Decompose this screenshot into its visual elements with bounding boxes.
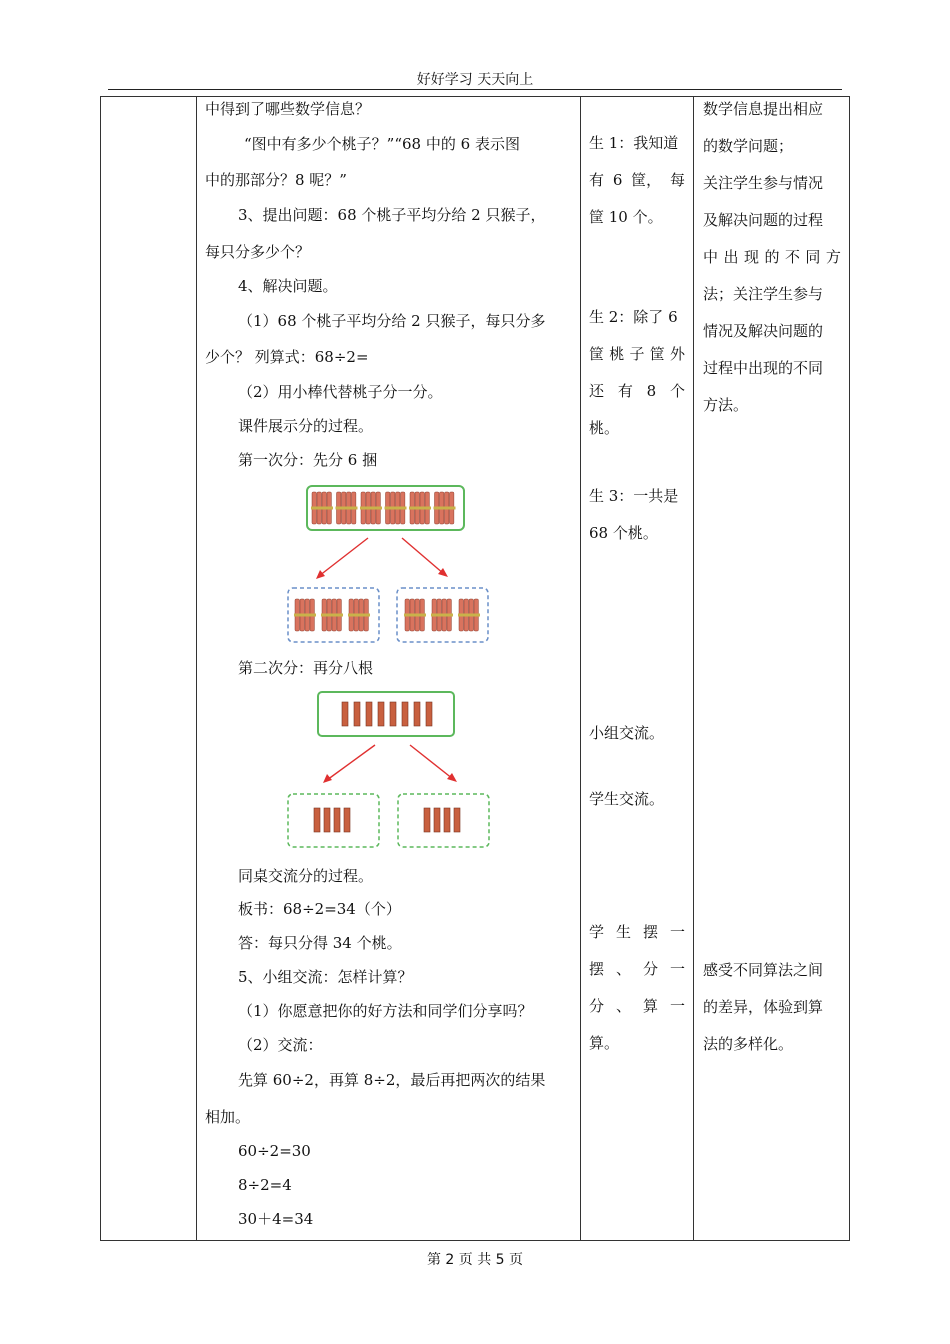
cell-line: 数学信息提出相应 [703, 100, 824, 118]
stick-bundle [404, 599, 426, 631]
stick-bundle [294, 599, 316, 631]
cell-line: 及解决问题的过程 [703, 211, 824, 229]
cell-line: 分 、 算 一 [589, 997, 685, 1015]
text-line: 3、提出问题：68 个桃子平均分给 2 只猴子， [238, 206, 546, 224]
cell-line: 法；关注学生参与 [703, 285, 824, 303]
stick [390, 702, 396, 726]
text-line: 8÷2=4 [238, 1176, 292, 1194]
arrow-left [327, 745, 375, 780]
stick-bundle [434, 492, 456, 524]
design-note-2 [703, 952, 841, 1063]
stick [402, 702, 408, 726]
cell-line: 生 2：除了 6 [589, 308, 678, 326]
cell-line: 还 有 8 个 [589, 382, 685, 400]
student-answer-2 [589, 299, 685, 447]
column-divider [580, 97, 581, 1240]
text-line: 同桌交流分的过程。 [238, 867, 374, 885]
student-answer-1 [589, 125, 685, 236]
stick [426, 702, 432, 726]
text-line: 中得到了哪些数学信息？ [205, 100, 371, 118]
text-line: 先算 60÷2，再算 8÷2，最后再把两次的结果 [238, 1071, 546, 1089]
cell-line: 算。 [589, 1034, 620, 1052]
text-line: 板书：68÷2=34（个） [238, 900, 401, 918]
cell-line: 学 生 摆 一 [589, 923, 685, 941]
text-line: 每只分多少个？ [205, 243, 311, 261]
cell-line: 过程中出现的不同 [703, 359, 824, 377]
text-line: 30＋4=34 [238, 1210, 314, 1228]
cell-line: 生 1：我知道 [589, 134, 679, 152]
stick [314, 808, 320, 832]
cell-line: 摆 、 分 一 [589, 960, 685, 978]
cell-line: 筐 桃 子 筐 外 [589, 345, 685, 363]
text-line: “图中有多少个桃子？”“68 中的 6 表示图 [244, 135, 520, 153]
header-divider [108, 89, 842, 90]
student-answer-3 [589, 478, 685, 552]
text-line: 第二次分：再分八根 [238, 659, 374, 677]
stick-bundle [311, 492, 333, 524]
stick [334, 808, 340, 832]
column-divider [693, 97, 694, 1240]
cell-line: 生 3：一共是 [589, 487, 679, 505]
page-footer: 第 2 页 共 5 页 [426, 1252, 524, 1268]
stick [454, 808, 460, 832]
cell-line: 筐 10 个。 [589, 208, 663, 226]
stick-bundle [360, 492, 382, 524]
stick-bundle [458, 599, 480, 631]
stick [444, 808, 450, 832]
text-line: 相加。 [205, 1108, 251, 1126]
text-line: 60÷2=30 [238, 1142, 311, 1160]
stick [434, 808, 440, 832]
cell-line: 感受不同算法之间 [703, 961, 824, 979]
stick [342, 702, 348, 726]
text-line: （1）你愿意把你的好方法和同学们分享吗？ [238, 1002, 533, 1020]
arrow-right [410, 745, 453, 779]
stick [354, 702, 360, 726]
stick [366, 702, 372, 726]
stick [344, 808, 350, 832]
stick-division-diagram [280, 688, 500, 853]
text-line: 第一次分：先分 6 捆 [238, 451, 378, 469]
text-line: （2）用小棒代替桃子分一分。 [238, 383, 443, 401]
stick [378, 702, 384, 726]
sticks-box [318, 692, 454, 736]
text-line: 答：每只分得 34 个桃。 [238, 934, 402, 952]
text-line: 4、解决问题。 [238, 277, 338, 295]
arrow-right [402, 538, 444, 574]
cell-line: 关注学生参与情况 [703, 174, 824, 192]
text-line: （2）交流： [238, 1036, 323, 1054]
stick-bundle [409, 492, 431, 524]
stick-bundle [336, 492, 358, 524]
stick [324, 808, 330, 832]
bundle-division-diagram [280, 478, 500, 648]
cell-line: 情况及解决问题的 [703, 322, 824, 340]
text-line: 中的那部分？8 呢？” [205, 171, 347, 189]
text-line: 课件展示分的过程。 [238, 417, 374, 435]
group-discussion: 小组交流。 [589, 724, 665, 742]
stick-bundle [385, 492, 407, 524]
stick-bundle [431, 599, 453, 631]
stick-bundle [348, 599, 370, 631]
student-discussion: 学生交流。 [589, 790, 665, 808]
arrow-left [319, 538, 368, 576]
cell-line: 68 个桃。 [589, 524, 658, 542]
stick [414, 702, 420, 726]
left-share-box [288, 794, 379, 847]
page-header: 好好学习 天天向上 [416, 72, 534, 88]
cell-line: 的数学问题； [703, 137, 794, 155]
cell-line: 的差异，体验到算 [703, 998, 824, 1016]
text-line: 少个？ 列算式：68÷2= [205, 348, 369, 366]
student-activity [589, 914, 685, 1062]
text-line: 5、小组交流：怎样计算？ [238, 968, 413, 986]
stick [424, 808, 430, 832]
design-note-1 [703, 91, 841, 424]
stick-bundle [321, 599, 343, 631]
cell-line: 桃。 [589, 419, 620, 437]
right-share-box [398, 794, 489, 847]
text-line: （1）68 个桃子平均分给 2 只猴子，每只分多 [238, 312, 546, 330]
column-divider [196, 97, 197, 1240]
cell-line: 方法。 [703, 396, 749, 414]
cell-line: 有 6 筐， 每 [589, 171, 685, 189]
cell-line: 法的多样化。 [703, 1035, 794, 1053]
cell-line: 中 出 现 的 不 同 方 [703, 248, 841, 266]
